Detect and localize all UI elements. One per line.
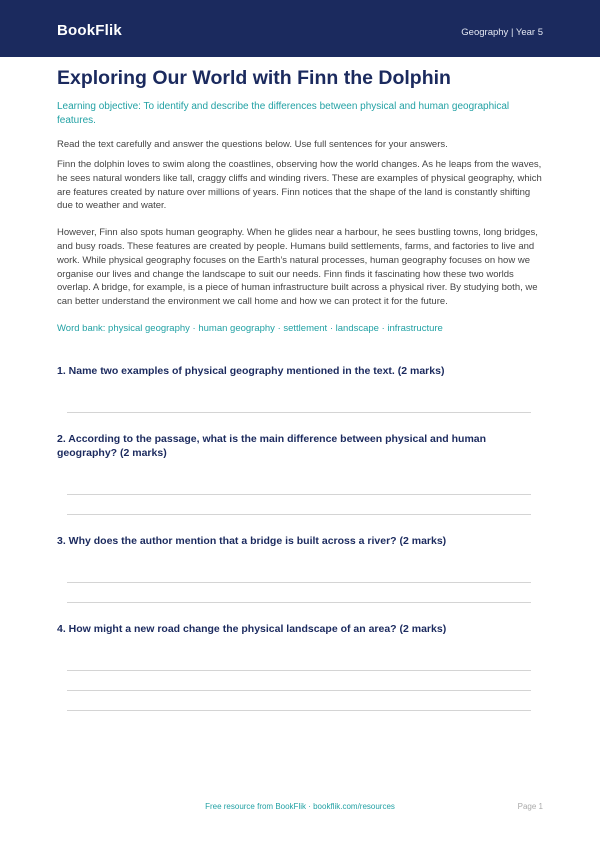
- question-text: 1. Name two examples of physical geography mentioned in the text. (2 marks): [57, 365, 445, 377]
- answer-line[interactable]: [67, 670, 531, 671]
- answer-line[interactable]: [67, 602, 531, 603]
- answer-line[interactable]: [67, 494, 531, 495]
- question-text: 2. According to the passage, what is the main difference between physical and human geography? (2 marks): [57, 433, 487, 459]
- question-2: [57, 432, 543, 460]
- reading-paragraph: However, Finn also spots human geography. When he glides near a harbour, he sees bustling towns, long bridges, and busy roads. These features are created by people. Humans build settlements, farms, and factories to live and work. While physical geography focuses on the Earth’s natural processes, human geography focuses on how we organise our lives and change the landscape to suit our needs. Finn finds it fascinating how these two worlds overlap. A bridge, for example, is a piece of human infrastructure built across a physical river. By studying both, we can better understand the environment we call home and how we can protect it for the future.: [57, 227, 538, 308]
- worksheet-content: [57, 66, 543, 335]
- reading-paragraph: Finn the dolphin loves to swim along the coastlines, observing how the world changes. As he leaps from the waves, he sees natural wonders like tall, craggy cliffs and winding rivers. These are examples of physical geography, which are features created by nature over millions of years. Finn notices that the shape of the land is constantly shifting due to weather and water.: [57, 159, 542, 212]
- answer-line[interactable]: [67, 690, 531, 691]
- question-3: [57, 534, 543, 548]
- instructions: Read the text carefully and answer the questions below. Use full sentences for your answers.: [57, 139, 448, 150]
- page-number: Page 1: [517, 802, 543, 811]
- question-text: 3. Why does the author mention that a bridge is built across a river? (2 marks): [57, 535, 447, 547]
- worksheet-title: Exploring Our World with Finn the Dolphin: [57, 67, 451, 89]
- page-header: [0, 0, 600, 57]
- footer-link[interactable]: Free resource from BookFlik · bookflik.com/resources: [205, 802, 395, 811]
- answer-line[interactable]: [67, 412, 531, 413]
- subject-label: Geography | Year 5: [461, 27, 543, 38]
- answer-line[interactable]: [67, 514, 531, 515]
- answer-line[interactable]: [67, 582, 531, 583]
- question-4: [57, 622, 543, 636]
- brand-logo[interactable]: BookFlik: [57, 22, 122, 39]
- learning-objective: Learning objective: To identify and describe the differences between physical and human geographical features.: [57, 101, 510, 126]
- question-text: 4. How might a new road change the physical landscape of an area? (2 marks): [57, 623, 447, 635]
- answer-line[interactable]: [67, 710, 531, 711]
- question-1: [57, 364, 543, 378]
- word-bank: Word bank: physical geography · human geography · settlement · landscape · infrastructure: [57, 322, 443, 334]
